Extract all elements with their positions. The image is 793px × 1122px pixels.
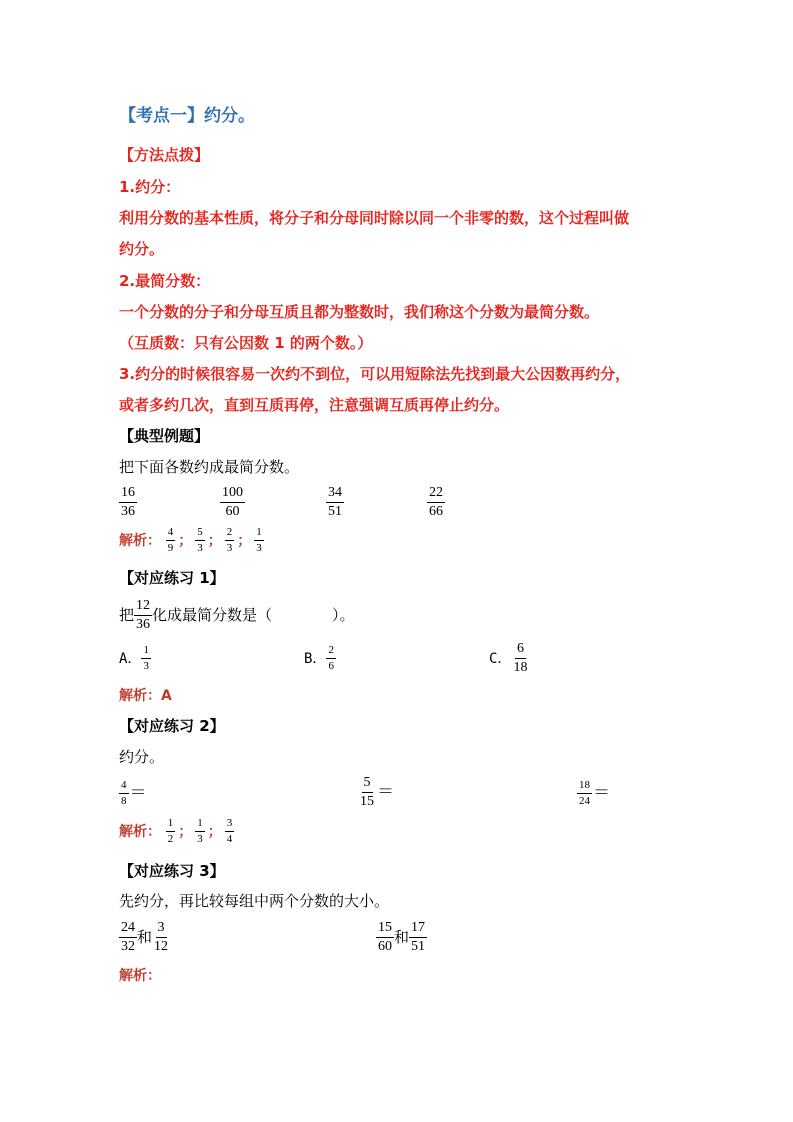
- option-b[interactable]: B． $\frac{2}{6}$: [304, 644, 334, 672]
- method-point-1-line-1: 利用分数的基本性质，将分子和分母同时除以同一个非零的数，这个过程叫做: [119, 209, 630, 227]
- practice-3-answer-label: 解析：: [119, 968, 161, 984]
- example-fraction: $\frac{34}{51}$: [328, 485, 342, 519]
- option-a[interactable]: A． $\frac{1}{3}$: [119, 644, 149, 672]
- practice-1-answer: 解析：A: [119, 688, 172, 704]
- example-heading: 【典型例题】: [119, 427, 210, 445]
- method-point-3-line-1: 3.约分的时候很容易一次约不到位，可以用短除法先找到最大公因数再约分，: [119, 365, 631, 383]
- method-point-2-line-1: 一个分数的分子和分母互质且都为整数时，我们称这个分数为最简分数。: [119, 303, 600, 321]
- method-heading: 【方法点拨】: [119, 146, 210, 164]
- practice-1-question: 把 $\frac{12}{36}$ 化成最简分数是（ ）。: [119, 598, 355, 632]
- option-c[interactable]: C． $\frac{6}{18}$: [489, 641, 528, 675]
- practice-3-heading: 【对应练习 3】: [119, 862, 225, 880]
- answer-label: 解析：: [119, 533, 161, 549]
- method-point-1-label: 1.约分：: [119, 178, 181, 196]
- example-fraction: $\frac{16}{36}$: [121, 485, 135, 519]
- practice-3-instruction: 先约分，再比较每组中两个分数的大小。: [119, 892, 390, 910]
- compare-pair: $\frac{15}{60}$ 和 $\frac{17}{51}$: [378, 920, 426, 954]
- example-answer: 解析： $\frac{4}{9}$ ； $\frac{5}{3}$ ； $\frac{2}{3}$ ； $\frac{1}{3}$: [119, 526, 262, 554]
- practice-2-instruction: 约分。: [119, 748, 165, 766]
- method-point-1-line-2: 约分。: [119, 240, 165, 258]
- example-fraction: $\frac{100}{60}$: [222, 485, 243, 519]
- compare-pair: $\frac{24}{32}$ 和 $\frac{3}{12}$: [121, 920, 169, 954]
- practice-2-answer: 解析： $\frac{1}{2}$ ； $\frac{1}{3}$ ； $\frac{3}{4}$: [119, 817, 233, 845]
- method-point-2-line-2: （互质数：只有公因数 1 的两个数。）: [119, 334, 373, 352]
- method-point-3-line-2: 或者多约几次，直到互质再停，注意强调互质再停止约分。: [119, 396, 510, 414]
- practice-2-item: $\frac{4}{8}$ ＝: [121, 779, 147, 807]
- practice-2-item: $\frac{18}{24}$ ＝: [579, 779, 610, 807]
- method-point-2-label: 2.最简分数：: [119, 272, 211, 290]
- example-instruction: 把下面各数约成最简分数。: [119, 458, 300, 476]
- example-fraction: $\frac{22}{66}$: [429, 485, 443, 519]
- practice-1-heading: 【对应练习 1】: [119, 569, 225, 587]
- answer-label: 解析：: [119, 824, 161, 840]
- practice-2-item: $\frac{5}{15}$ ＝: [360, 775, 394, 809]
- practice-2-heading: 【对应练习 2】: [119, 717, 225, 735]
- section-title: 【考点一】约分。: [119, 106, 255, 126]
